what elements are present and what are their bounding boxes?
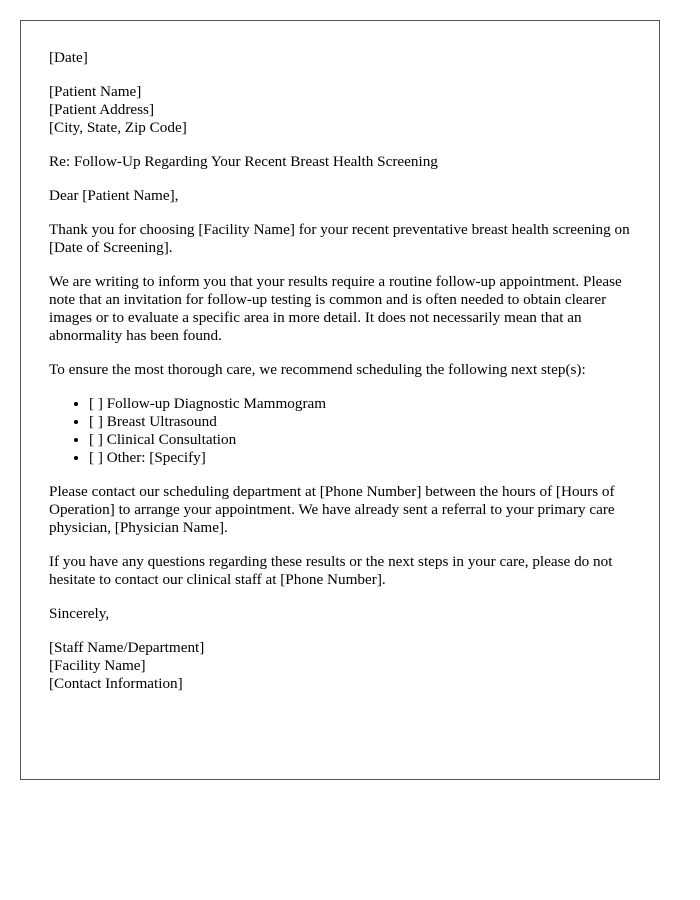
recipient-address-block: [49, 83, 631, 137]
signature-contact: [Contact Information]: [49, 675, 183, 692]
next-steps-list: [49, 395, 631, 467]
signature-block: [49, 639, 631, 693]
letter-salutation: Dear [Patient Name],: [49, 187, 179, 204]
next-step-item: • [ ] Clinical Consultation: [89, 431, 631, 449]
intro-paragraph: Thank you for choosing [Facility Name] for your recent preventative breast health screening on [Date of Screening].: [49, 221, 630, 256]
recipient-name: [Patient Name]: [49, 83, 142, 100]
questions-paragraph: If you have any questions regarding these results or the next steps in your care, please do not hesitate to contact our clinical staff at [Phone Number].: [49, 553, 613, 588]
letter-date: [Date]: [49, 49, 88, 66]
letter-subject: Re: Follow-Up Regarding Your Recent Breast Health Screening: [49, 153, 438, 170]
recommend-paragraph: To ensure the most thorough care, we recommend scheduling the following next step(s):: [49, 361, 586, 378]
next-step-item: • [ ] Other: [Specify]: [89, 449, 631, 467]
next-step-item: • [ ] Breast Ultrasound: [89, 413, 631, 431]
inform-paragraph: We are writing to inform you that your results require a routine follow-up appointment. Please note that an invitation for follow-up testing is common and is often needed to obtain clearer images or to evaluate a specific area in more detail. It does not necessarily mean that an abnormality has been found.: [49, 273, 622, 344]
letter-page: [20, 20, 660, 780]
signature-staff: [Staff Name/Department]: [49, 639, 205, 656]
recipient-address: [Patient Address]: [49, 101, 155, 118]
signature-facility: [Facility Name]: [49, 657, 146, 674]
contact-paragraph: Please contact our scheduling department at [Phone Number] between the hours of [Hours of Operation] to arrange your appointment. We have already sent a referral to your primary care physician, [Physician Name].: [49, 483, 615, 536]
recipient-city-state-zip: [City, State, Zip Code]: [49, 119, 187, 136]
next-step-item: • [ ] Follow-up Diagnostic Mammogram: [89, 395, 631, 413]
letter-closing: Sincerely,: [49, 605, 110, 622]
